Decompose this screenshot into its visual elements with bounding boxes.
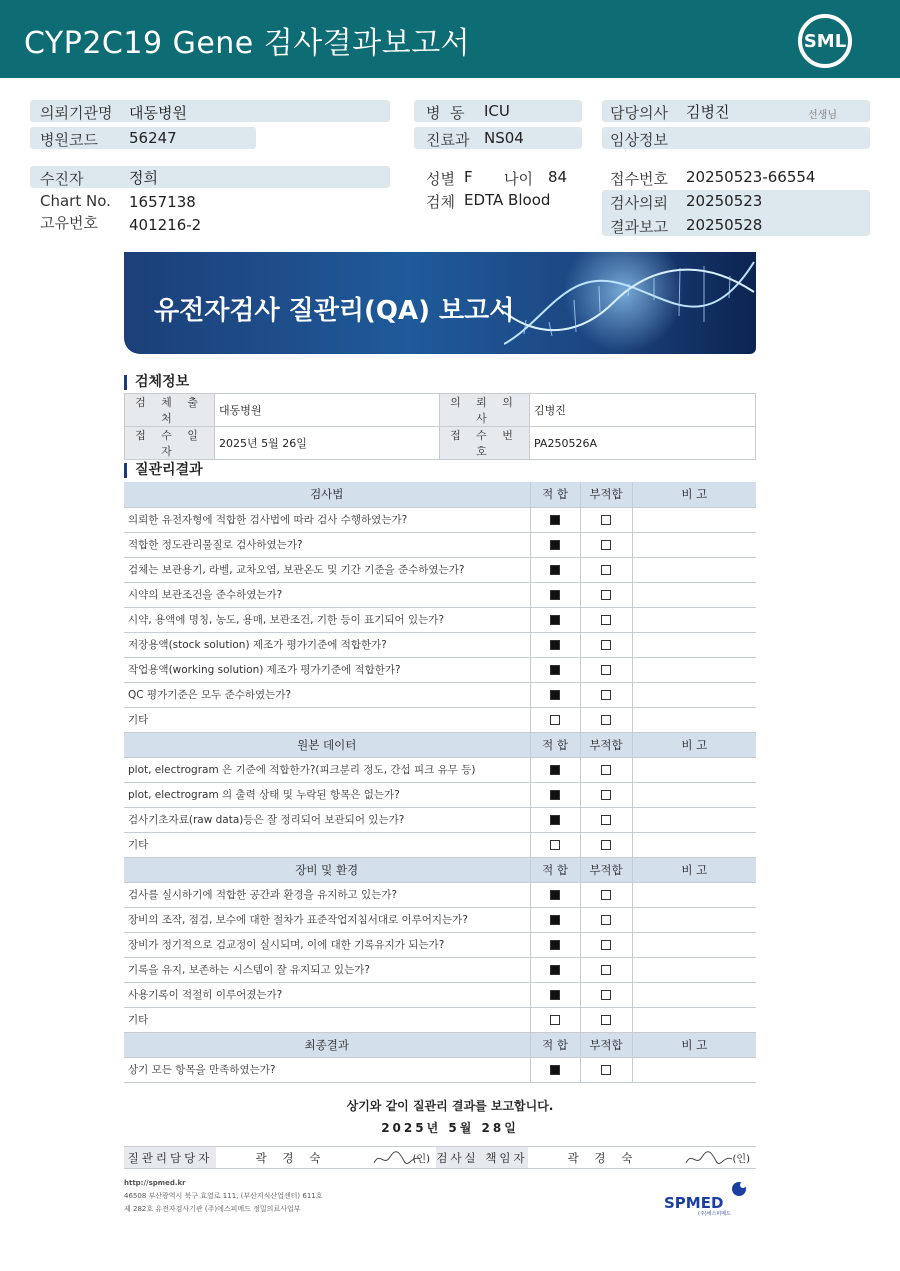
- spmed-logo: SPMED: [664, 1194, 724, 1212]
- qa-item-question: plot, electrogram 은 기준에 적합한가?(피크분리 정도, 간섭 피크 유무 등): [124, 757, 530, 782]
- qa-fail-cell: [580, 832, 632, 857]
- qa-col-note: 비 고: [632, 732, 756, 757]
- qa-col-note: 비 고: [632, 1032, 756, 1057]
- qa-group-header: [124, 732, 756, 757]
- qa-item-question: 작업용액(working solution) 제조가 평가기준에 적합한가?: [124, 657, 530, 682]
- fail-checkbox[interactable]: [601, 790, 611, 800]
- code-value: 56247: [129, 129, 177, 147]
- lab-director-seal: [678, 1147, 756, 1169]
- qa-item-row: [124, 957, 756, 982]
- specimen-value: EDTA Blood: [464, 191, 551, 209]
- fail-checkbox[interactable]: [601, 565, 611, 575]
- fail-checkbox[interactable]: [601, 815, 611, 825]
- qa-note-cell: [632, 907, 756, 932]
- qa-pass-cell: [530, 957, 580, 982]
- pass-checkbox[interactable]: [550, 715, 560, 725]
- qa-fail-cell: [580, 982, 632, 1007]
- qa-item-question: 상기 모든 항목을 만족하였는가?: [124, 1057, 530, 1082]
- pass-checkbox[interactable]: [550, 940, 560, 950]
- qa-col-pass: 적 합: [530, 1032, 580, 1057]
- qa-item-question: 시약의 보관조건을 준수하였는가?: [124, 582, 530, 607]
- ward-label: 병 동: [426, 104, 465, 122]
- fail-checkbox[interactable]: [601, 890, 611, 900]
- qa-pass-cell: [530, 657, 580, 682]
- qa-note-cell: [632, 532, 756, 557]
- pass-checkbox[interactable]: [550, 665, 560, 675]
- qa-col-fail: 부적합: [580, 482, 632, 507]
- sex-value: F: [464, 168, 473, 186]
- qa-item-row: [124, 982, 756, 1007]
- specimen-label: 검체: [426, 193, 455, 211]
- qa-note-cell: [632, 682, 756, 707]
- receipt-no-label: 접 수 번 호: [440, 427, 530, 460]
- pass-checkbox[interactable]: [550, 790, 560, 800]
- fail-checkbox[interactable]: [601, 690, 611, 700]
- pass-checkbox[interactable]: [550, 890, 560, 900]
- lab-seal-mark: (인): [732, 1154, 750, 1165]
- footer-address: 46508 부산광역시 북구 효열로 111, (부산지식산업센터) 611호: [124, 1192, 323, 1200]
- qa-group-title: 최종결과: [124, 1032, 530, 1057]
- qa-note-cell: [632, 1007, 756, 1032]
- qa-col-note: 비 고: [632, 482, 756, 507]
- qa-fail-cell: [580, 557, 632, 582]
- qa-pass-cell: [530, 807, 580, 832]
- report-header-bar: [0, 0, 900, 78]
- qa-pass-cell: [530, 982, 580, 1007]
- qa-item-row: [124, 782, 756, 807]
- qa-item-question: 검사를 실시하기에 적합한 공간과 환경을 유지하고 있는가?: [124, 882, 530, 907]
- qa-pass-cell: [530, 907, 580, 932]
- qa-note-cell: [632, 707, 756, 732]
- qa-item-row: [124, 807, 756, 832]
- qa-group-title: 원본 데이터: [124, 732, 530, 757]
- qa-note-cell: [632, 882, 756, 907]
- qa-pass-cell: [530, 607, 580, 632]
- lab-director-label: 검사실 책임자: [436, 1147, 528, 1169]
- doctor-label: 담당의사: [610, 104, 668, 122]
- pass-checkbox[interactable]: [550, 765, 560, 775]
- qa-result-table: [124, 482, 756, 1083]
- pass-checkbox[interactable]: [550, 515, 560, 525]
- qa-fail-cell: [580, 932, 632, 957]
- fail-checkbox[interactable]: [601, 1015, 611, 1025]
- qa-item-row: [124, 882, 756, 907]
- pass-checkbox[interactable]: [550, 965, 560, 975]
- qa-note-cell: [632, 807, 756, 832]
- institution-label: 의뢰기관명: [40, 104, 113, 122]
- qa-item-question: 기타: [124, 832, 530, 857]
- qa-item-row: [124, 707, 756, 732]
- sex-label: 성별: [426, 170, 455, 188]
- qa-fail-cell: [580, 607, 632, 632]
- patient-row: [30, 166, 390, 188]
- qa-item-row: [124, 507, 756, 532]
- qa-fail-cell: [580, 1007, 632, 1032]
- qa-col-note: 비 고: [632, 857, 756, 882]
- qa-group-header: [124, 482, 756, 507]
- qa-col-fail: 부적합: [580, 732, 632, 757]
- report-date-value: 20250528: [686, 216, 763, 234]
- receipt-value: 20250523-66554: [686, 168, 816, 186]
- qa-item-question: 의뢰한 유전자형에 적합한 검사법에 따라 검사 수행하였는가?: [124, 507, 530, 532]
- lab-director-name: 곽 경 숙: [528, 1147, 678, 1169]
- qa-fail-cell: [580, 632, 632, 657]
- qa-note-cell: [632, 932, 756, 957]
- qa-item-question: 기록을 유지, 보존하는 시스템이 잘 유지되고 있는가?: [124, 957, 530, 982]
- qa-pass-cell: [530, 882, 580, 907]
- qa-fail-cell: [580, 757, 632, 782]
- ward-value: ICU: [484, 102, 510, 120]
- qa-note-cell: [632, 757, 756, 782]
- qa-item-question: plot, electrogram 의 출력 상태 및 누락된 항목은 없는가?: [124, 782, 530, 807]
- chart-label: Chart No.: [40, 192, 111, 210]
- qa-fail-cell: [580, 682, 632, 707]
- requesting-doctor-label: 의 뢰 의 사: [440, 394, 530, 427]
- patient-value: 정희: [129, 169, 158, 187]
- qa-col-pass: 적 합: [530, 732, 580, 757]
- qa-item-row: [124, 532, 756, 557]
- qa-item-row: [124, 607, 756, 632]
- qa-note-cell: [632, 982, 756, 1007]
- qa-item-row: [124, 832, 756, 857]
- qa-item-row: [124, 582, 756, 607]
- qa-item-question: 장비의 조작, 점검, 보수에 대한 절차가 표준작업지침서대로 이루어지는가?: [124, 907, 530, 932]
- dept-label: 진료과: [426, 131, 470, 149]
- pass-checkbox[interactable]: [550, 990, 560, 1000]
- pass-checkbox[interactable]: [550, 815, 560, 825]
- footer-url[interactable]: http://spmed.kr: [124, 1179, 186, 1187]
- qa-item-question: QC 평가기준은 모두 준수하였는가?: [124, 682, 530, 707]
- sml-logo-text: SML: [803, 31, 847, 52]
- qa-note-cell: [632, 607, 756, 632]
- patient-label: 수진자: [40, 170, 84, 188]
- qa-item-row: [124, 757, 756, 782]
- code-label: 병원코드: [40, 131, 98, 149]
- source-value: 대동병원: [215, 394, 440, 427]
- qa-pass-cell: [530, 757, 580, 782]
- qa-note-cell: [632, 582, 756, 607]
- qa-fail-cell: [580, 707, 632, 732]
- chart-value: 1657138: [129, 193, 196, 211]
- sml-logo: [798, 14, 852, 68]
- qa-col-pass: 적 합: [530, 482, 580, 507]
- pass-checkbox[interactable]: [550, 915, 560, 925]
- uid-value: 401216-2: [129, 216, 202, 234]
- qa-pass-cell: [530, 1057, 580, 1082]
- qa-pass-cell: [530, 782, 580, 807]
- fail-checkbox[interactable]: [601, 715, 611, 725]
- uid-label: 고유번호: [40, 214, 98, 232]
- qa-col-fail: 부적합: [580, 1032, 632, 1057]
- fail-checkbox[interactable]: [601, 840, 611, 850]
- qa-item-row: [124, 907, 756, 932]
- pass-checkbox[interactable]: [550, 640, 560, 650]
- qa-pass-cell: [530, 832, 580, 857]
- qa-note-cell: [632, 557, 756, 582]
- clinical-label: 임상정보: [610, 131, 668, 149]
- qa-section-title: 질관리결과: [124, 463, 203, 478]
- qa-item-row: [124, 1007, 756, 1032]
- qa-pass-cell: [530, 632, 580, 657]
- qa-group-header: [124, 857, 756, 882]
- pass-checkbox[interactable]: [550, 840, 560, 850]
- qa-note-cell: [632, 1057, 756, 1082]
- qa-note-cell: [632, 507, 756, 532]
- qa-item-question: 검체는 보관용기, 라벨, 교차오염, 보관온도 및 기간 기준을 준수하였는가?: [124, 557, 530, 582]
- qa-note-cell: [632, 657, 756, 682]
- fail-checkbox[interactable]: [601, 1065, 611, 1075]
- qa-note-cell: [632, 782, 756, 807]
- specimen-section-title: 검체정보: [124, 375, 189, 390]
- spmed-logo-sub: (주)에스피메드: [698, 1211, 731, 1217]
- qa-item-question: 시약, 용액에 명칭, 농도, 용매, 보관조건, 기한 등이 표기되어 있는가?: [124, 607, 530, 632]
- fail-checkbox[interactable]: [601, 915, 611, 925]
- qa-fail-cell: [580, 507, 632, 532]
- qa-fail-cell: [580, 532, 632, 557]
- footer-registration: 제 282호 유전자검사기관 (주)에스피메드 정밀의료사업부: [124, 1205, 301, 1213]
- dna-helix-icon: [504, 252, 756, 354]
- qa-item-row: [124, 632, 756, 657]
- dept-value: NS04: [484, 129, 524, 147]
- qa-pass-cell: [530, 507, 580, 532]
- qa-col-pass: 적 합: [530, 857, 580, 882]
- spmed-emblem-icon: [728, 1178, 750, 1200]
- request-value: 20250523: [686, 192, 763, 210]
- age-value: 84: [548, 168, 568, 186]
- qa-item-question: 장비가 정기적으로 검교정이 실시되며, 이에 대한 기록유지가 되는가?: [124, 932, 530, 957]
- fail-checkbox[interactable]: [601, 765, 611, 775]
- pass-checkbox[interactable]: [550, 590, 560, 600]
- fail-checkbox[interactable]: [601, 965, 611, 975]
- conclusion-text: 상기와 같이 질관리 결과를 보고합니다.: [346, 1099, 554, 1113]
- qa-manager-seal: [366, 1147, 436, 1169]
- pass-checkbox[interactable]: [550, 690, 560, 700]
- qa-item-row: [124, 1057, 756, 1082]
- qa-group-header: [124, 1032, 756, 1057]
- qa-item-question: 저장용액(stock solution) 제조가 평가기준에 적합한가?: [124, 632, 530, 657]
- doctor-value: 김병진: [686, 103, 730, 121]
- signature-scribble-icon: [684, 1149, 734, 1167]
- qa-fail-cell: [580, 657, 632, 682]
- receipt-label: 접수번호: [610, 170, 668, 188]
- qa-note-cell: [632, 957, 756, 982]
- request-label: 검사의뢰: [610, 194, 668, 212]
- qa-pass-cell: [530, 532, 580, 557]
- qa-item-row: [124, 557, 756, 582]
- pass-checkbox[interactable]: [550, 615, 560, 625]
- qa-item-row: [124, 682, 756, 707]
- qa-seal-mark: (인): [412, 1154, 430, 1165]
- signature-table: [124, 1146, 756, 1169]
- qa-col-fail: 부적합: [580, 857, 632, 882]
- fail-checkbox[interactable]: [601, 990, 611, 1000]
- qa-fail-cell: [580, 957, 632, 982]
- qa-pass-cell: [530, 682, 580, 707]
- fail-checkbox[interactable]: [601, 590, 611, 600]
- receipt-no-value: PA250526A: [530, 427, 756, 460]
- age-label: 나이: [504, 170, 533, 188]
- pass-checkbox[interactable]: [550, 540, 560, 550]
- qa-item-row: [124, 657, 756, 682]
- qa-manager-name: 곽 경 숙: [216, 1147, 366, 1169]
- pass-checkbox[interactable]: [550, 1065, 560, 1075]
- qa-fail-cell: [580, 582, 632, 607]
- fail-checkbox[interactable]: [601, 615, 611, 625]
- qa-fail-cell: [580, 807, 632, 832]
- qa-note-cell: [632, 632, 756, 657]
- qa-fail-cell: [580, 782, 632, 807]
- qa-hero-title: 유전자검사 질관리(QA) 보고서: [154, 296, 515, 326]
- qa-pass-cell: [530, 557, 580, 582]
- specimen-info-table: [124, 393, 756, 460]
- source-label: 검 체 출 처: [125, 394, 215, 427]
- qa-item-question: 기타: [124, 1007, 530, 1032]
- qa-item-question: 검사기초자료(raw data)등은 잘 정리되어 보관되어 있는가?: [124, 807, 530, 832]
- doctor-suffix: 선생님: [808, 110, 837, 121]
- qa-fail-cell: [580, 907, 632, 932]
- report-title: CYP2C19 Gene 검사결과보고서: [24, 26, 471, 61]
- qa-manager-label: 질관리담당자: [124, 1147, 216, 1169]
- qa-fail-cell: [580, 882, 632, 907]
- qa-group-title: 장비 및 환경: [124, 857, 530, 882]
- signature-scribble-icon: [372, 1149, 422, 1167]
- qa-group-title: 검사법: [124, 482, 530, 507]
- receipt-date-value: 2025년 5월 26일: [215, 427, 440, 460]
- qa-item-question: 사용기록이 적절히 이루어졌는가?: [124, 982, 530, 1007]
- qa-pass-cell: [530, 582, 580, 607]
- report-issue-date: 2025년 5월 28일: [381, 1121, 519, 1135]
- qa-item-question: 적합한 정도관리물질로 검사하였는가?: [124, 532, 530, 557]
- qa-note-cell: [632, 832, 756, 857]
- qa-pass-cell: [530, 932, 580, 957]
- fail-checkbox[interactable]: [601, 515, 611, 525]
- qa-pass-cell: [530, 1007, 580, 1032]
- qa-item-question: 기타: [124, 707, 530, 732]
- institution-value: 대동병원: [129, 104, 187, 122]
- fail-checkbox[interactable]: [601, 540, 611, 550]
- report-date-label: 결과보고: [610, 218, 668, 236]
- fail-checkbox[interactable]: [601, 665, 611, 675]
- qa-fail-cell: [580, 1057, 632, 1082]
- fail-checkbox[interactable]: [601, 940, 611, 950]
- qa-hero-banner: [124, 252, 756, 354]
- receipt-date-label: 접 수 일 자: [125, 427, 215, 460]
- pass-checkbox[interactable]: [550, 565, 560, 575]
- requesting-doctor-value: 김병진: [530, 394, 756, 427]
- pass-checkbox[interactable]: [550, 1015, 560, 1025]
- qa-pass-cell: [530, 707, 580, 732]
- fail-checkbox[interactable]: [601, 640, 611, 650]
- qa-item-row: [124, 932, 756, 957]
